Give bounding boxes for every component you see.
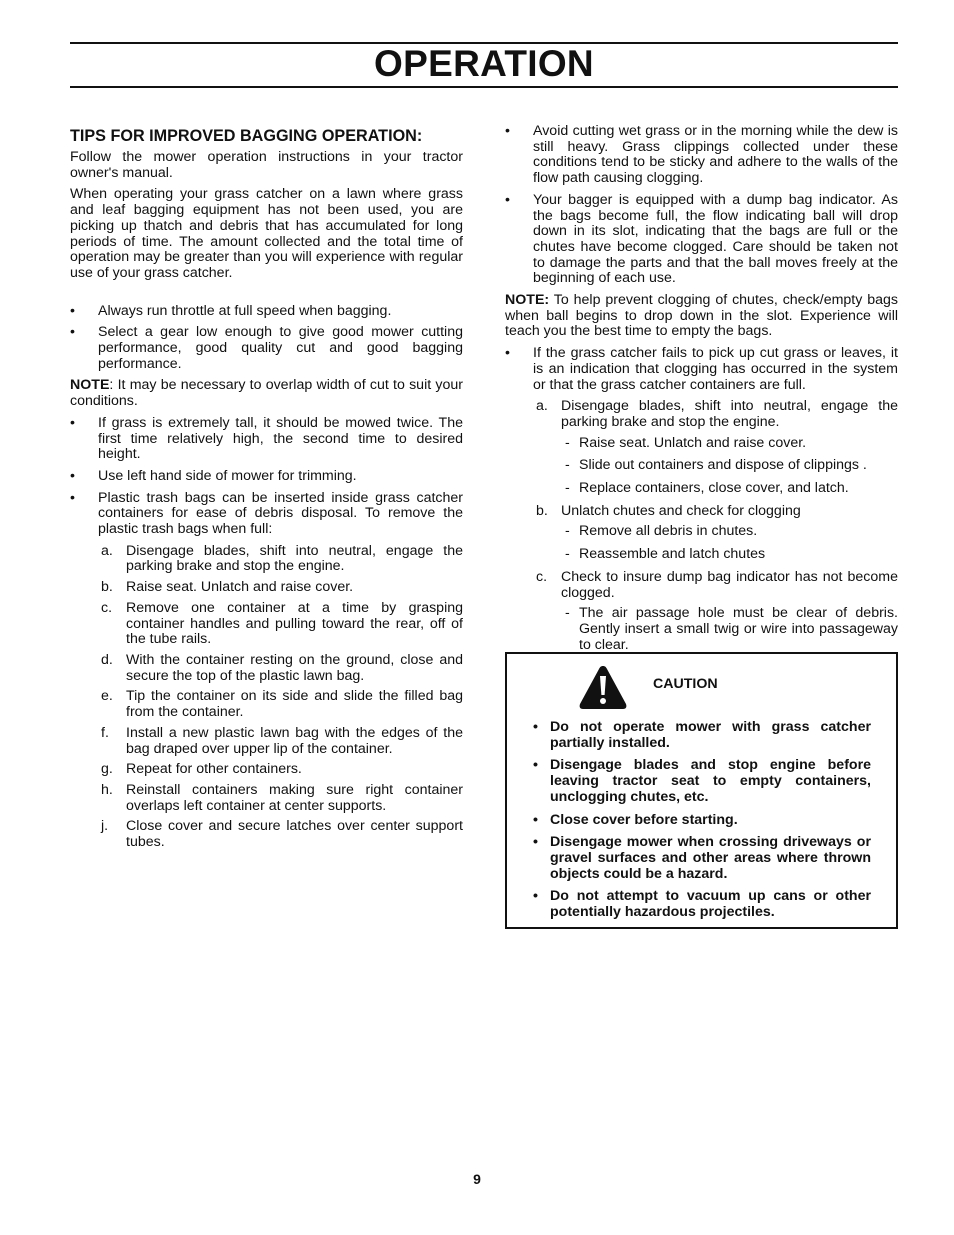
step-item: h. Reinstall containers making sure right container overlaps left container at center supports. (101, 781, 463, 814)
caution-item: • Disengage mower when crossing driveways or gravel surfaces and other areas where thrown objects could be a hazard. (533, 835, 871, 882)
step-item: e. Tip the container on its side and slide the filled bag from the container. (101, 688, 463, 721)
right-column (505, 124, 898, 660)
note-label: NOTE: (505, 292, 550, 309)
step-item: a. Disengage blades, shift into neutral, engage the parking brake and stop the engine. (536, 398, 898, 430)
caution-box (505, 652, 898, 929)
list-item: • If the grass catcher fails to pick up cut grass or leaves, it is an indication that clogging has occurred in the system or that the grass catcher containers are full. (505, 346, 898, 393)
list-item: • Use left hand side of mower for trimming. (70, 469, 463, 485)
step-item: g. Repeat for other containers. (101, 761, 302, 778)
list-item: • If grass is extremely tall, it should be mowed twice. The first time relatively high, the second time to desired height. (70, 416, 463, 463)
left-column (70, 127, 463, 856)
warning-triangle-icon (578, 664, 628, 710)
note-label: NOTE (70, 377, 110, 394)
dash-item: - Replace containers, close cover, and latch. (505, 481, 898, 497)
step-item: a. Disengage blades, shift into neutral, engage the parking brake and stop the engine. (101, 542, 463, 575)
dash-item: - Remove all debris in chutes. (505, 524, 898, 540)
intro-paragraph-1: Follow the mower operation instructions in your tractor owner's manual. (70, 149, 463, 181)
list-item: • Select a gear low enough to give good mower cutting performance, good quality cut and good bagging performance. (70, 325, 463, 372)
step-item: c. Remove one container at a time by grasping container handles and pulling toward the rear, off of the tube rails. (101, 599, 463, 648)
list-item: • Your bagger is equipped with a dump bag indicator. As the bags become full, the flow indicating ball will drop down in its slot, indicating that the bags are full or the chutes have become clogged. Care should be taken not to damage the parts and that the ball moves freely at the beginning of each use. (505, 193, 898, 287)
caution-item: • Disengage blades and stop engine before leaving tractor seat to empty containers, unclogging chutes, etc. (533, 758, 871, 805)
note-paragraph (505, 293, 898, 340)
caution-list (533, 720, 871, 928)
note-text: To help prevent clogging of chutes, check/empty bags when ball begins to drop down in the slot. Experience will teach you the best time to empty the bags. (505, 292, 898, 340)
step-item: f. Install a new plastic lawn bag with the edges of the bag draped over upper lip of the container. (101, 724, 463, 757)
dash-item: - The air passage hole must be clear of debris. Gently insert a small twig or wire into passageway to clear. (505, 606, 898, 653)
page-title: OPERATION (374, 43, 594, 84)
step-item: j. Close cover and secure latches over center support tubes. (101, 818, 463, 851)
step-item: b. Unlatch chutes and check for clogging (536, 502, 801, 519)
caution-item: • Do not attempt to vacuum up cans or other potentially hazardous projectiles. (533, 889, 871, 920)
step-item: c. Check to insure dump bag indicator has not become clogged. (536, 568, 898, 601)
caution-label: CAUTION (653, 676, 718, 692)
title-rule-bottom (70, 86, 898, 88)
step-item: d. With the container resting on the ground, close and secure the top of the plastic lawn bag. (101, 651, 463, 684)
caution-item: • Do not operate mower with grass catcher partially installed. (533, 720, 871, 751)
section-heading: TIPS FOR IMPROVED BAGGING OPERATION: (70, 127, 423, 145)
step-item: b. Raise seat. Unlatch and raise cover. (101, 579, 354, 596)
dash-item: - Reassemble and latch chutes (505, 547, 898, 563)
dash-item: - Raise seat. Unlatch and raise cover. (505, 436, 898, 452)
list-item: • Avoid cutting wet grass or in the morning while the dew is still heavy. Grass clippings collected under these conditions tend to be sticky and adhere to the walls of the flow path causing clogging. (505, 124, 898, 187)
intro-paragraph-2: When operating your grass catcher on a lawn where grass and leaf bagging equipment has not been used, you are picking up thatch and debris that has accumulated for long periods of time. The amount collected and the total time of operation may be greater than you will experience with regular use of your grass catcher. (70, 186, 463, 281)
page-number: 9 (473, 1171, 481, 1187)
note-paragraph (70, 378, 463, 409)
dash-item: - Slide out containers and dispose of clippings . (505, 458, 898, 474)
note-text: : It may be necessary to overlap width of cut to suit your conditions. (70, 377, 463, 410)
caution-item: • Close cover before starting. (533, 813, 871, 829)
list-item: • Always run throttle at full speed when bagging. (70, 304, 463, 320)
list-item: • Plastic trash bags can be inserted inside grass catcher containers for ease of debris disposal. To remove the plastic trash bags when full: (70, 491, 463, 538)
